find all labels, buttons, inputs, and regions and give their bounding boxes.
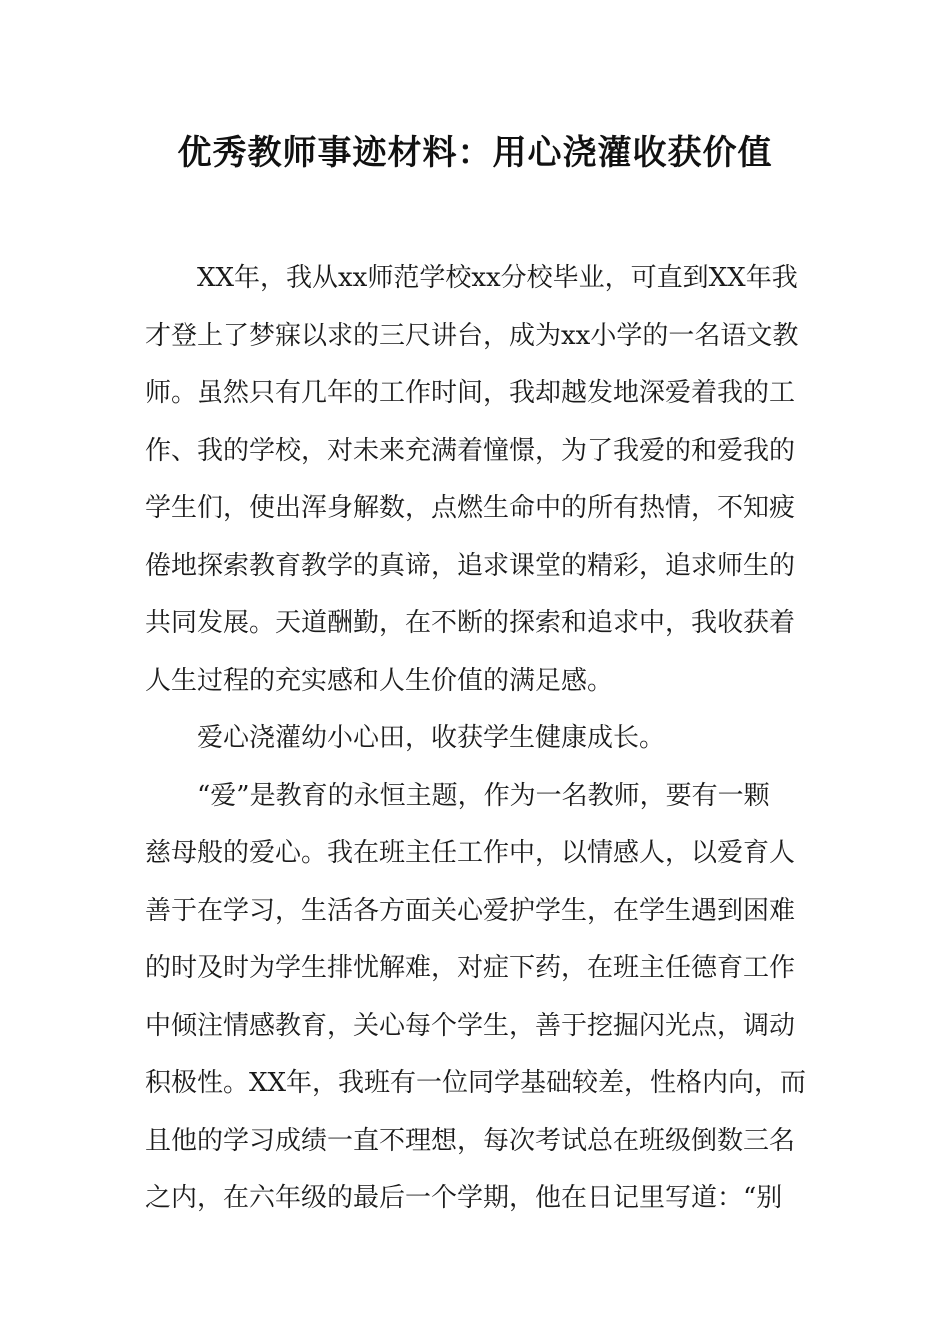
- paragraph-line: 师。虽然只有几年的工作时间，我却越发地深爱着我的工: [145, 378, 796, 408]
- paragraph-line: 中倾注情感教育，关心每个学生，善于挖掘闪光点，调动: [145, 1010, 796, 1041]
- document-title: 优秀教师事迹材料：用心浇灌收获价值: [177, 133, 773, 173]
- paragraph-line: 学生们，使出浑身解数，点燃生命中的所有热情，不知疲: [145, 493, 796, 523]
- paragraph-line: XX年，我从xx师范学校xx分校毕业，可直到XX年我: [197, 263, 798, 293]
- paragraph-line: 之内，在六年级的最后一个学期，他在日记里写道：“别: [145, 1183, 783, 1213]
- paragraph-line: 人生过程的充实感和人生价值的满足感。: [145, 665, 614, 696]
- section-heading: 爱心浇灌幼小心田，收获学生健康成长。: [197, 723, 666, 753]
- paragraph-line: 共同发展。天道酬勤，在不断的探索和追求中，我收获着: [145, 608, 796, 638]
- paragraph-line: “爱”是教育的永恒主题，作为一名教师，要有一颗: [197, 780, 770, 811]
- paragraph-line: 倦地探索教育教学的真谛，追求课堂的精彩，追求师生的: [145, 550, 796, 581]
- paragraph-line: 的时及时为学生排忧解难，对症下药，在班主任德育工作: [145, 953, 796, 983]
- paragraph-line: 且他的学习成绩一直不理想，每次考试总在班级倒数三名: [145, 1125, 796, 1156]
- paragraph-line: 才登上了梦寐以求的三尺讲台，成为xx小学的一名语文教: [145, 320, 799, 351]
- paragraph-line: 作、我的学校，对未来充满着憧憬，为了我爱的和爱我的: [145, 435, 796, 466]
- paragraph-line: 善于在学习，生活各方面关心爱护学生，在学生遇到困难: [145, 895, 796, 926]
- paragraph-line: 慈母般的爱心。我在班主任工作中，以情感人，以爱育人: [145, 838, 796, 868]
- paragraph-line: 积极性。XX年，我班有一位同学基础较差，性格内向，而: [145, 1068, 807, 1098]
- document-body: [145, 250, 810, 1228]
